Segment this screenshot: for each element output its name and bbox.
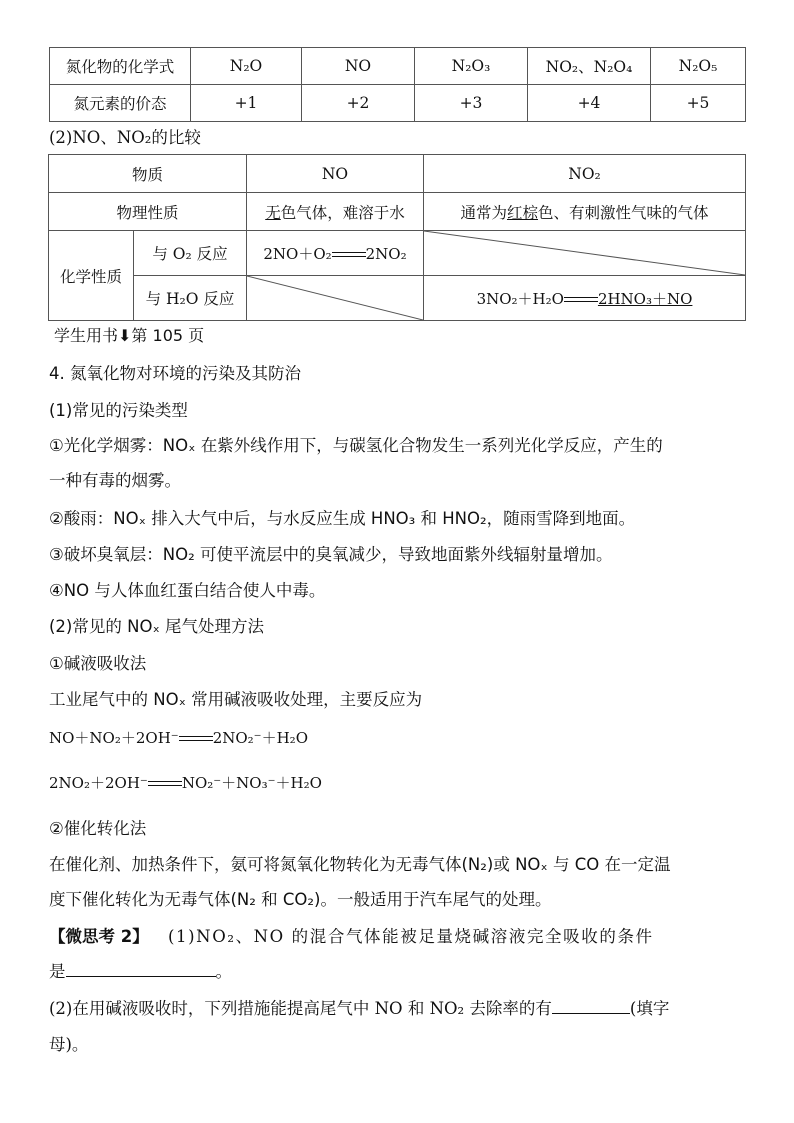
method-title: ②催化转化法	[49, 819, 147, 838]
section-heading: (2)NO、NO₂的比较	[49, 128, 201, 147]
table-cell: 氮元素的价态	[50, 85, 191, 122]
equation-left: 2NO₂＋2OH⁻	[49, 774, 148, 792]
table-cell: +5	[651, 85, 746, 122]
table-cell: 与 O₂ 反应	[134, 231, 247, 276]
cell-text: 通常为	[460, 203, 507, 222]
table-cell: NO	[302, 48, 415, 85]
table-cell: NO₂	[424, 155, 746, 193]
subsection-title: (1)常见的污染类型	[49, 401, 188, 420]
table-row	[49, 231, 746, 276]
paragraph: 度下催化转化为无毒气体(N₂ 和 CO₂)。一般适用于汽车尾气的处理。	[49, 890, 552, 909]
equation-right: 2NO₂	[365, 244, 407, 263]
table-cell: 物理性质	[49, 193, 247, 231]
table-cell: 化学性质	[49, 231, 134, 321]
answer-blank[interactable]	[552, 999, 630, 1014]
table-cell: +4	[528, 85, 651, 122]
question-text: (1)NO₂、NO 的混合气体能被足量烧碱溶液完全吸收的条件	[167, 927, 654, 946]
question-text: (2)在用碱液吸收时，下列措施能提高尾气中 NO 和 NO₂ 去除率的有	[49, 999, 552, 1018]
paragraph: ①光化学烟雾：NOₓ 在紫外线作用下，与碳氢化合物发生一系列光化学反应，产生的	[49, 436, 663, 455]
table-cell: N₂O₅	[651, 48, 746, 85]
book-ref-page: 第 105 页	[131, 326, 205, 345]
question-text: (填字	[629, 999, 670, 1018]
equation-right: NO₂⁻＋NO₃⁻＋H₂O	[181, 774, 322, 792]
think-question	[49, 923, 654, 947]
equals-sign-icon	[564, 296, 598, 304]
answer-blank[interactable]	[66, 962, 216, 977]
table-row	[49, 276, 746, 321]
underlined-answer: 无	[265, 203, 281, 222]
arrow-down-icon: ⬇	[118, 326, 132, 345]
slashed-cell	[424, 231, 746, 276]
answer-line	[49, 958, 232, 982]
valence-table	[49, 47, 746, 122]
question-continuation: 母)。	[49, 1035, 89, 1054]
paragraph: 在催化剂、加热条件下，氨可将氮氧化物转化为无毒气体(N₂)或 NOₓ 与 CO 在一定温	[49, 855, 671, 874]
table-row	[50, 48, 746, 85]
table-row	[49, 193, 746, 231]
slashed-cell	[247, 276, 424, 321]
table-cell: 与 H₂O 反应	[134, 276, 247, 321]
paragraph: 工业尾气中的 NOₓ 常用碱液吸收处理，主要反应为	[49, 690, 423, 709]
think-label: 【微思考 2】	[49, 927, 149, 946]
question-text: 是	[49, 962, 66, 981]
subsection-title: (2)常见的 NOₓ 尾气处理方法	[49, 617, 265, 636]
table-cell	[247, 193, 424, 231]
diagonal-line	[424, 231, 745, 275]
paragraph: 一种有毒的烟雾。	[49, 471, 181, 490]
equals-sign-icon	[332, 251, 366, 259]
equals-sign-icon	[179, 735, 213, 743]
table-cell: 物质	[49, 155, 247, 193]
table-cell: +3	[415, 85, 528, 122]
equation-left: 2NO＋O₂	[263, 244, 332, 263]
paragraph: ④NO 与人体血红蛋白结合使人中毒。	[49, 581, 326, 600]
method-title: ①碱液吸收法	[49, 654, 147, 673]
table-cell: 氮化物的化学式	[50, 48, 191, 85]
equation	[49, 772, 322, 793]
table-cell: +1	[191, 85, 302, 122]
equation-right: 2NO₂⁻＋H₂O	[212, 729, 308, 747]
question-text: 。	[215, 962, 232, 981]
table-cell	[424, 276, 746, 321]
table-cell: N₂O₃	[415, 48, 528, 85]
diagonal-line	[247, 276, 423, 320]
table-cell: NO	[247, 155, 424, 193]
paragraph: ②酸雨：NOₓ 排入大气中后，与水反应生成 HNO₃ 和 HNO₂，随雨雪降到地面。	[49, 509, 636, 528]
underlined-answer: 2HNO₃＋NO	[597, 289, 693, 308]
table-cell: NO₂、N₂O₄	[528, 48, 651, 85]
table-cell	[424, 193, 746, 231]
table-cell: +2	[302, 85, 415, 122]
book-reference	[54, 323, 204, 346]
table-cell	[247, 231, 424, 276]
comparison-table	[48, 154, 746, 321]
table-cell: N₂O	[191, 48, 302, 85]
book-ref-label: 学生用书	[54, 326, 119, 345]
equation-left: 3NO₂＋H₂O	[476, 289, 564, 308]
paragraph: ③破坏臭氧层：NO₂ 可使平流层中的臭氧减少，导致地面紫外线辐射量增加。	[49, 545, 613, 564]
equation-left: NO＋NO₂＋2OH⁻	[49, 729, 179, 747]
equals-sign-icon	[148, 780, 182, 788]
table-row	[49, 155, 746, 193]
underlined-answer: 红棕	[506, 203, 538, 222]
cell-text: 色、有刺激性气味的气体	[538, 203, 709, 222]
cell-text: 色气体，难溶于水	[280, 203, 405, 222]
question	[49, 995, 669, 1019]
equation	[49, 727, 308, 748]
section-title: 4. 氮氧化物对环境的污染及其防治	[49, 364, 301, 383]
table-row	[50, 85, 746, 122]
